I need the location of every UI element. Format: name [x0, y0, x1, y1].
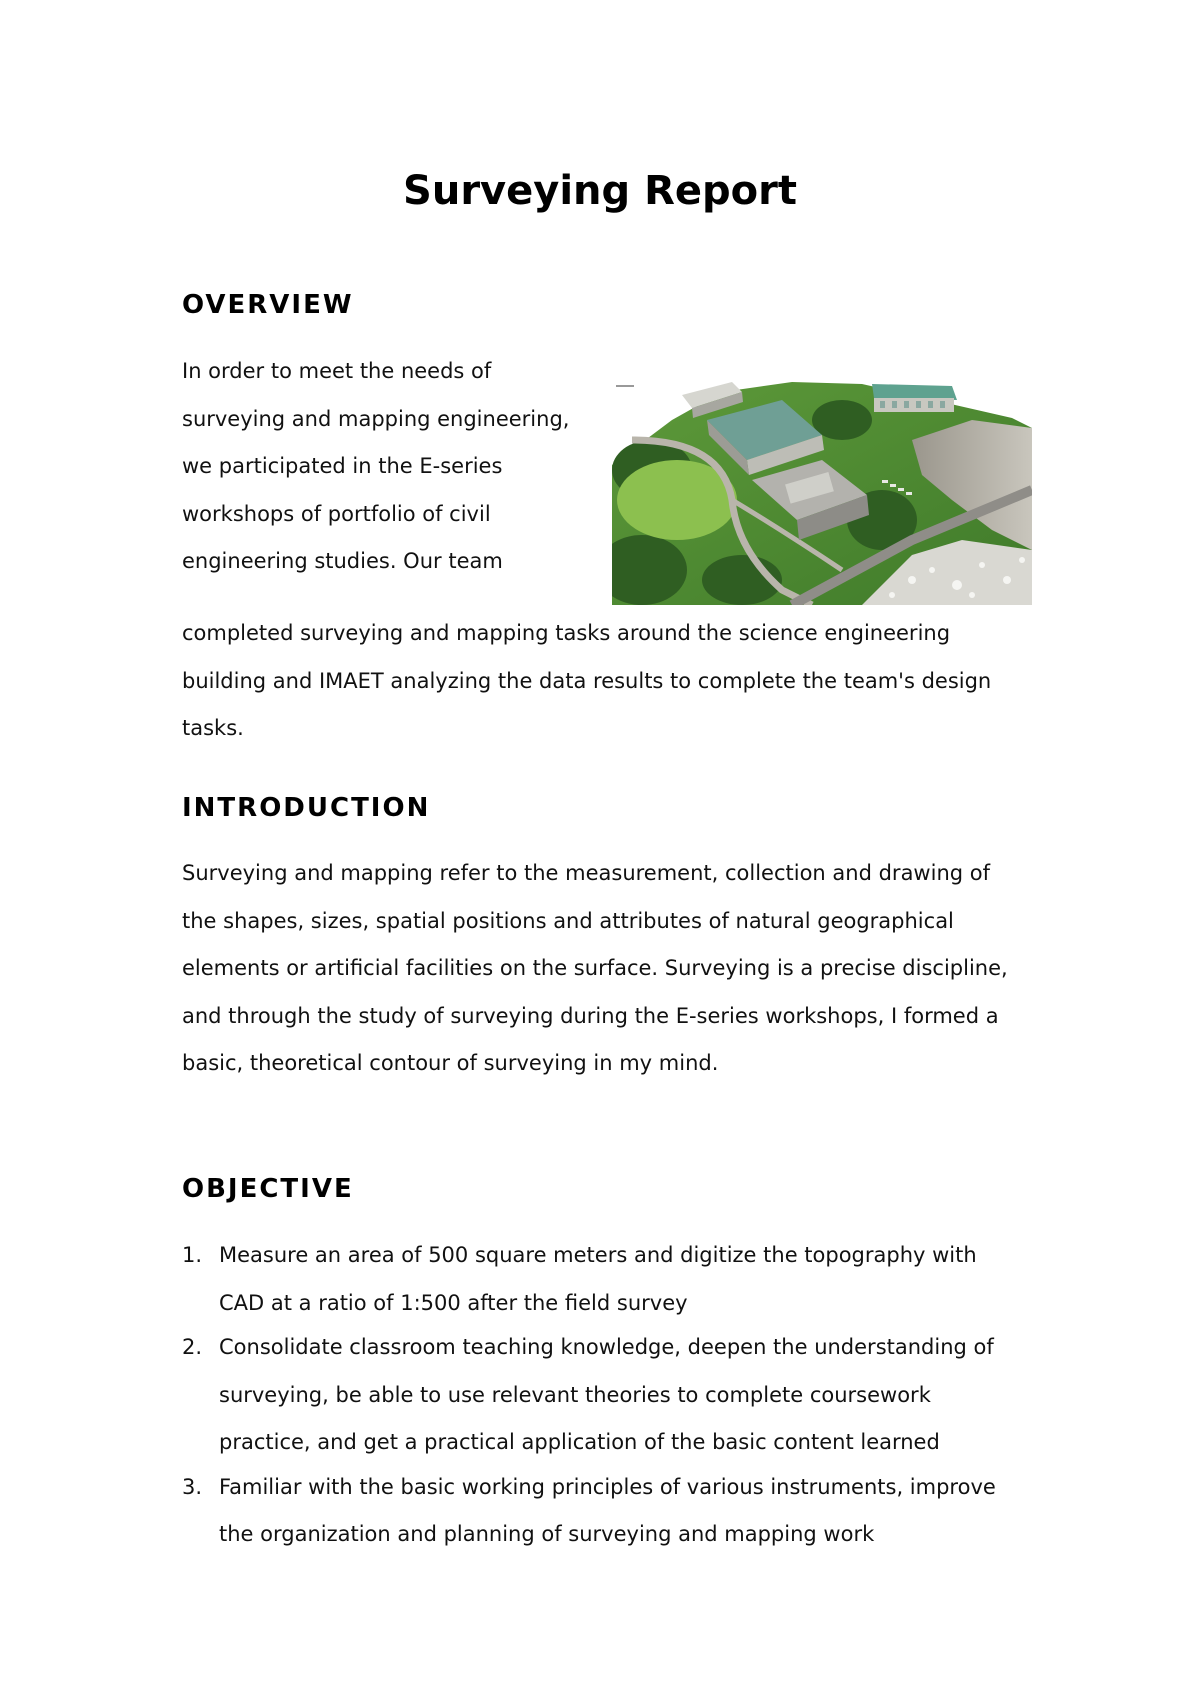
page-title: Surveying Report: [403, 168, 797, 214]
overview-line: building and IMAET analyzing the data results to complete the team's design: [182, 668, 992, 693]
overview-line: completed surveying and mapping tasks around the science engineering: [182, 621, 951, 645]
objective-item: [182, 1324, 1032, 1467]
introduction-line: the shapes, sizes, spatial positions and attributes of natural geographical: [182, 908, 954, 933]
introduction-heading: INTRODUCTION: [182, 793, 431, 823]
overview-line: engineering studies. Our team: [182, 549, 503, 573]
overview-line: workshops of portfolio of civil: [182, 501, 491, 526]
overview-line: tasks.: [182, 716, 244, 740]
aerial-campus-photo: [612, 380, 1032, 605]
overview-wrapped-text: [182, 348, 602, 586]
objective-line: practice, and get a practical application of the basic content learned: [219, 1430, 940, 1454]
objective-line: CAD at a ratio of 1:500 after the field survey: [219, 1290, 688, 1315]
objective-line: Familiar with the basic working principles of various instruments, improve: [219, 1474, 996, 1499]
overview-heading: OVERVIEW: [182, 290, 354, 320]
objective-number: 1.: [182, 1243, 203, 1267]
objective-line: surveying, be able to use relevant theories to complete coursework: [219, 1382, 931, 1407]
objective-number: 2.: [182, 1335, 203, 1359]
objective-line: Consolidate classroom teaching knowledge, deepen the understanding of: [219, 1335, 994, 1359]
overview-line: surveying and mapping engineering,: [182, 406, 570, 431]
introduction-paragraph: [182, 850, 1032, 1088]
overview-paragraph-continued: [182, 610, 1032, 753]
overview-line: we participated in the E-series: [182, 454, 503, 478]
introduction-line: and through the study of surveying during the E-series workshops, I formed a: [182, 1003, 999, 1028]
objective-item: [182, 1464, 1032, 1559]
objective-line: Measure an area of 500 square meters and digitize the topography with: [219, 1243, 977, 1267]
overview-line: In order to meet the needs of: [182, 359, 492, 383]
objective-number: 3.: [182, 1474, 203, 1499]
introduction-line: Surveying and mapping refer to the measurement, collection and drawing of: [182, 861, 990, 885]
objective-item: [182, 1232, 1032, 1327]
objective-heading: OBJECTIVE: [182, 1174, 354, 1204]
objective-line: the organization and planning of surveying and mapping work: [219, 1522, 875, 1546]
introduction-line: elements or artificial facilities on the surface. Surveying is a precise discipline,: [182, 956, 1008, 980]
objective-list: [182, 1232, 1032, 1556]
introduction-line: basic, theoretical contour of surveying in my mind.: [182, 1051, 719, 1075]
